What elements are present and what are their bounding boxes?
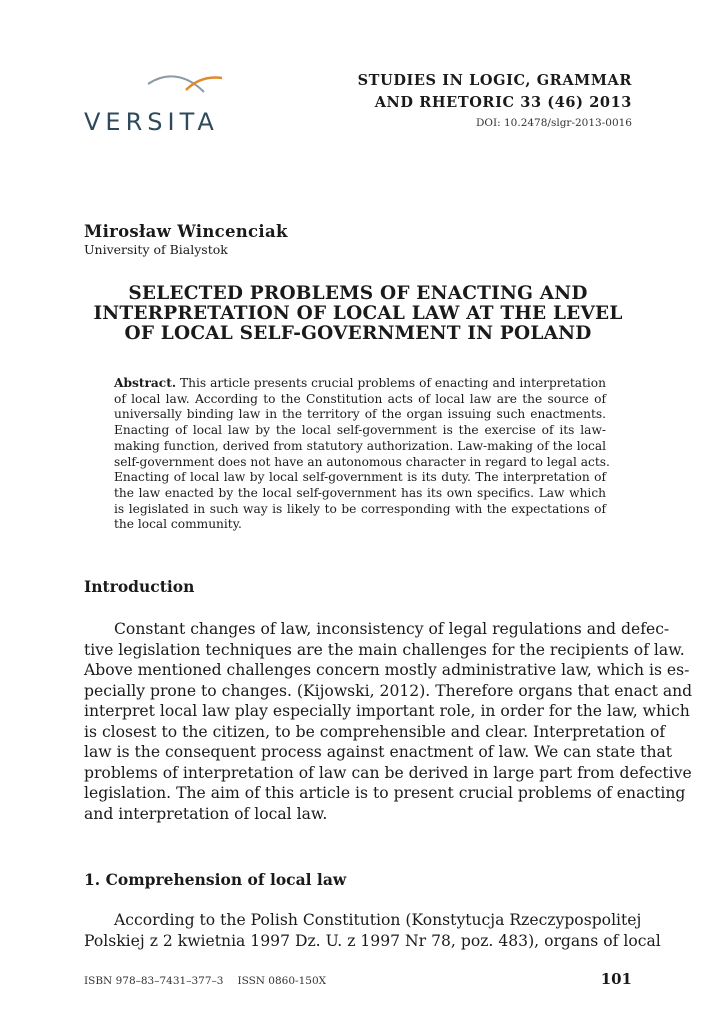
title-line: OF LOCAL SELF-GOVERNMENT IN POLAND: [124, 323, 592, 344]
paragraph-line: legislation. The aim of this article is to present crucial problems of enacting: [84, 784, 686, 802]
publisher-logo-text: VERSITA: [84, 108, 219, 136]
isbn: ISBN 978–83–7431–377–3: [84, 975, 224, 987]
paragraph-line: Above mentioned challenges concern mostly administrative law, which is es-: [84, 661, 690, 679]
abstract-line: self-government does not have an autonomous character in regard to legal acts.: [114, 454, 610, 469]
paragraph-line: pecially prone to changes. (Kijowski, 2012). Therefore organs that enact and: [84, 681, 693, 700]
abstract: [114, 376, 610, 533]
footer-identifiers: [84, 975, 326, 987]
abstract-line: the law enacted by the local self-government has its own specifics. Law which: [114, 485, 606, 500]
paragraph-line: and interpretation of local law.: [84, 804, 328, 823]
paragraph-line: Constant changes of law, inconsistency of legal regulations and defec-: [114, 620, 670, 638]
abstract-line: Enacting of local law by local self-government is its duty. The interpretation of: [114, 470, 606, 485]
journal-issue-line: AND RHETORIC 33 (46) 2013: [374, 94, 632, 111]
title-line: SELECTED PROBLEMS OF ENACTING AND: [128, 283, 588, 304]
section-heading-1: 1. Comprehension of local law: [84, 870, 347, 889]
abstract-line: the local community.: [114, 517, 242, 532]
journal-header: [358, 70, 632, 129]
abstract-line: Enacting of local law by the local self-government is the exercise of its law-: [114, 423, 606, 438]
paragraph-line: According to the Polish Constitution (Konstytucja Rzeczypospolitej: [114, 911, 642, 929]
publisher-logo: [84, 70, 224, 136]
paragraph-line: law is the consequent process against enactment of law. We can state that: [84, 743, 673, 761]
title-line: INTERPRETATION OF LOCAL LAW AT THE LEVEL: [93, 303, 623, 324]
author-name: Mirosław Wincenciak: [84, 222, 288, 241]
paragraph-line: interpret local law play especially important role, in order for the law, which: [84, 702, 690, 720]
abstract-line: is legislated in such way is likely to be corresponding with the expectations of: [114, 501, 606, 516]
page-number: 101: [600, 970, 632, 988]
section-heading-introduction: Introduction: [84, 577, 195, 596]
paragraph-line: is closest to the citizen, to be comprehensible and clear. Interpretation of: [84, 722, 666, 741]
abstract-line: of local law. According to the Constitution acts of local law are the source of: [114, 391, 606, 406]
versita-swoosh-icon: [146, 70, 226, 100]
paragraph-line: problems of interpretation of law can be derived in large part from defective: [84, 763, 692, 782]
paragraph-line: Polskiej z 2 kwietnia 1997 Dz. U. z 1997 Nr 78, poz. 483), organs of local: [84, 931, 661, 950]
article-title: [70, 284, 646, 344]
abstract-line: universally binding law in the territory of the organ issuing such enactments.: [114, 407, 606, 422]
author-block: [84, 222, 288, 257]
journal-title-line: STUDIES IN LOGIC, GRAMMAR: [357, 72, 632, 89]
abstract-line: This article presents crucial problems of enacting and interpretation: [180, 376, 606, 390]
author-affiliation: University of Bialystok: [84, 242, 228, 257]
section1-paragraph: [84, 910, 661, 951]
introduction-paragraph: [84, 619, 693, 824]
issn: ISSN 0860-150X: [237, 975, 327, 987]
doi: DOI: 10.2478/slgr-2013-0016: [475, 117, 632, 129]
abstract-line: making function, derived from statutory authorization. Law-making of the local: [114, 438, 606, 453]
abstract-label: Abstract.: [114, 376, 177, 390]
paragraph-line: tive legislation techniques are the main challenges for the recipients of law.: [84, 640, 685, 659]
